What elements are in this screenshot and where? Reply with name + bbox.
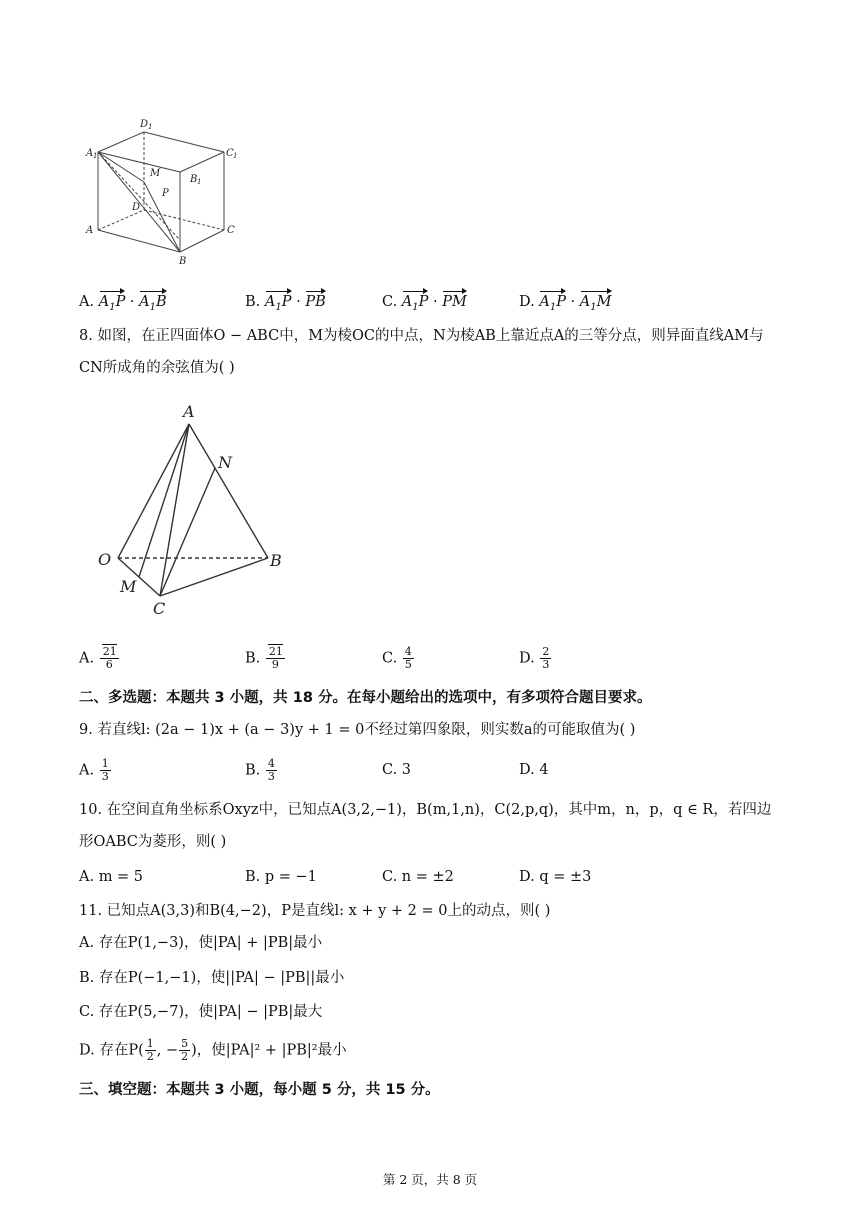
q9-option-c: C. 3 — [382, 762, 412, 778]
q9-option-a: A. $\frac{1}{3}$ — [79, 757, 109, 783]
label-B1: B — [190, 174, 198, 185]
q10-stem-line1: 10. 在空间直角坐标系Oxyz中，已知点A(3,2,−1)，B(m,1,n)，C(2,p,q)，其中m，n，p，q ∈ R，若四边 — [79, 802, 772, 818]
svg-text:1: 1 — [148, 123, 153, 131]
q9-stem: 9. 若直线l: (2a − 1)x + (a − 3)y + 1 = 0不经过第四象限，则实数a的可能取值为( ) — [79, 722, 636, 738]
q8-option-a: A. $\frac{21}{6}$ — [79, 645, 117, 671]
label-C: C — [227, 225, 235, 236]
q8-option-d: D. $\frac{2}{3}$ — [519, 645, 550, 671]
q10-option-d: D. q = ±3 — [519, 869, 592, 885]
label-C: C — [153, 599, 166, 618]
label-O: O — [98, 550, 112, 569]
cuboid-figure — [80, 112, 250, 272]
label-D: D — [132, 202, 141, 213]
q10-option-a: A. m = 5 — [79, 869, 144, 885]
q7-option-a: A. $A_1P \cdot A_1B$ — [79, 292, 167, 318]
section-heading-fill-in: 三、填空题：本题共 3 小题，每小题 5 分，共 15 分。 — [79, 1082, 440, 1098]
tetrahedron-figure — [90, 398, 300, 628]
q11-option-d: D. 存在P( $\frac{1}{2}$ , − $\frac{5}{2}$ )，使|PA|² + |PB|²最小 — [79, 1037, 347, 1063]
label-A: A — [183, 402, 195, 421]
q9-option-d: D. 4 — [519, 762, 549, 778]
q10-option-c: C. n = ±2 — [382, 869, 454, 885]
label-C1: C — [226, 148, 234, 159]
q7-option-b: B. $A_1P$ · PB — [245, 292, 326, 318]
q8-option-c: C. $\frac{4}{5}$ — [382, 645, 412, 671]
svg-text:1: 1 — [233, 152, 238, 160]
label-P: P — [162, 188, 169, 199]
q8-stem-line1: 8. 如图，在正四面体O − ABC中，M为棱OC的中点，N为棱AB上靠近点A的三等分点，则异面直线AM与 — [79, 328, 764, 344]
page-footer: 第 2 页，共 8 页 — [382, 1172, 478, 1187]
q9-option-b: B. $\frac{4}{3}$ — [245, 757, 275, 783]
q10-stem-line2: 形OABC为菱形，则( ) — [79, 834, 227, 850]
q11-stem: 11. 已知点A(3,3)和B(4,−2)，P是直线l: x + y + 2 = 0上的动点，则( ) — [79, 903, 551, 919]
q7-option-d: D. $A_1P \cdot A_1M$ — [519, 292, 612, 318]
label-B: B — [270, 551, 282, 570]
label-D1: D — [140, 119, 149, 130]
q8-option-b: B. $\frac{21}{9}$ — [245, 645, 283, 671]
q8-stem-line2: CN所成角的余弦值为( ) — [79, 360, 235, 376]
section-heading-multi-choice: 二、多选题：本题共 3 小题，共 18 分。在每小题给出的选项中，有多项符合题目要求。 — [79, 690, 652, 706]
svg-text:1: 1 — [93, 152, 98, 160]
q11-option-b: B. 存在P(−1,−1)，使||PA| − |PB||最小 — [79, 970, 345, 986]
q11-option-a: A. 存在P(1,−3)，使|PA| + |PB|最小 — [79, 935, 323, 951]
q10-option-b: B. p = −1 — [245, 869, 317, 885]
label-N: N — [218, 453, 232, 472]
svg-text:1: 1 — [197, 178, 202, 186]
label-A1: A — [86, 148, 94, 159]
q11-option-c: C. 存在P(5,−7)，使|PA| − |PB|最大 — [79, 1004, 323, 1020]
label-M: M — [120, 577, 137, 596]
label-A: A — [86, 225, 94, 236]
q7-option-c: C. $A_1P$ · PM — [382, 292, 467, 318]
label-B: B — [179, 256, 187, 267]
label-M: M — [150, 168, 161, 179]
